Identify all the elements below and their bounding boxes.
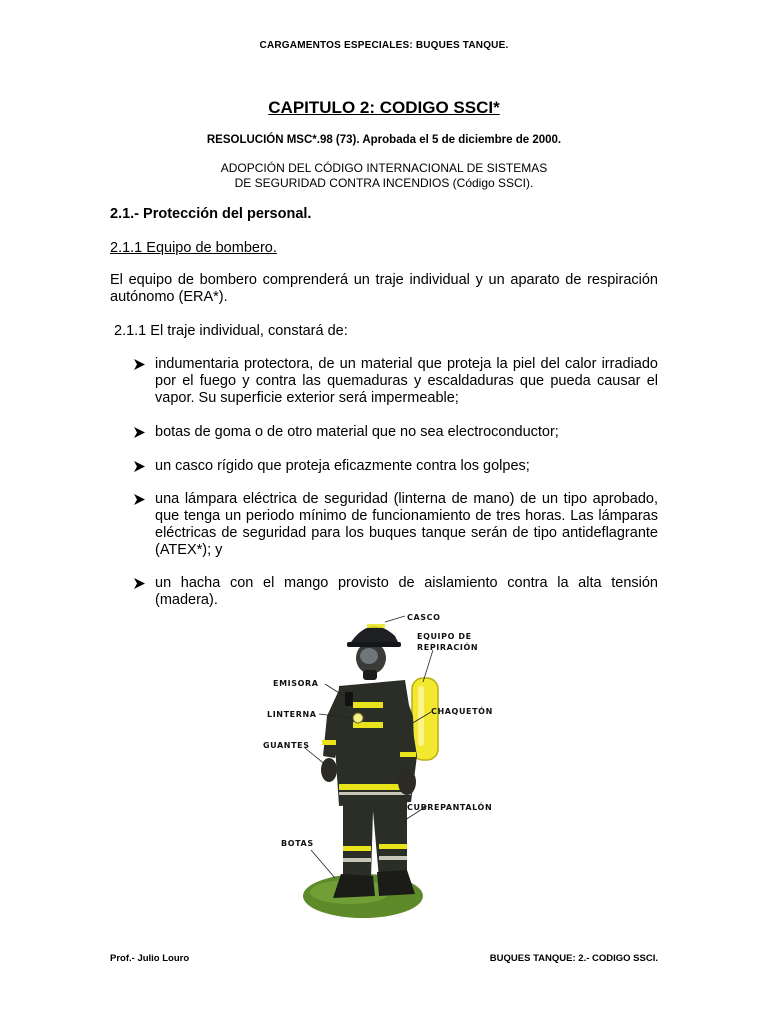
firefighter-figure [255,606,515,936]
list-item-text: indumentaria protectora, de un material que proteja la piel del calor irradiado por el fuego y contra las quemaduras y escaldaduras que pueda causar el vapor. Su superficie exterior será impermeable; [155,356,658,406]
section-heading: 2.1.- Protección del personal. [110,206,312,222]
arrowhead-bullet-icon [133,493,146,506]
arrowhead-bullet-icon [133,426,146,439]
subsection-heading: 2.1.1 Equipo de bombero. [110,240,277,256]
label-botas: BOTAS [281,839,314,848]
arrowhead-bullet-icon [133,577,146,590]
radio [345,692,353,706]
gloves [321,758,337,782]
footer-running-title: BUQUES TANQUE: 2.- CODIGO SSCI. [489,953,658,964]
lantern [353,713,363,723]
label-casco: CASCO [407,613,441,622]
suit-intro: 2.1.1 El traje individual, constará de: [114,323,348,339]
adoption-line-2: DE SEGURIDAD CONTRA INCENDIOS (Código SSCI). [234,176,534,190]
air-tank [412,678,438,760]
list-item-text: una lámpara eléctrica de seguridad (linterna de mano) de un tipo aprobado, que tenga un periodo mínimo de funcionamiento de tres horas. Las lámparas eléctricas de seguridad para los buques tanque serán de tipo antideflagrante (ATEX*); y [155,491,658,558]
label-equipo-line1: EQUIPO DE [417,632,472,641]
running-head: CARGAMENTOS ESPECIALES: BUQUES TANQUE. [259,40,509,51]
trousers [343,796,407,878]
label-linterna: LINTERNA [267,710,317,719]
intro-paragraph: El equipo de bombero comprenderá un traje individual y un aparato de respiración autónomo (ERA*). [110,272,658,305]
list-item-text: un casco rígido que proteja eficazmente contra los golpes; [155,458,530,474]
list-item-text: un hacha con el mango provisto de aislamiento contra la alta tensión (madera). [155,575,658,608]
label-equipo-line2: REPIRACIÓN [417,643,479,652]
chapter-title: CAPITULO 2: CODIGO SSCI* [268,98,500,117]
label-cubrepantalon: CUBREPANTALÓN [407,803,493,812]
arrowhead-bullet-icon [133,460,146,473]
resolution-line: RESOLUCIÓN MSC*.98 (73). Aprobada el 5 de diciembre de 2000. [206,134,562,146]
arrowhead-bullet-icon [133,358,146,371]
label-chaqueton: CHAQUETÓN [431,707,493,716]
label-guantes: GUANTES [263,741,310,750]
adoption-line-1: ADOPCIÓN DEL CÓDIGO INTERNACIONAL DE SISTEMAS [220,161,548,175]
footer-author: Prof.- Julio Louro [110,953,190,964]
label-emisora: EMISORA [273,679,319,688]
list-item-text: botas de goma o de otro material que no sea electroconductor; [155,424,559,440]
